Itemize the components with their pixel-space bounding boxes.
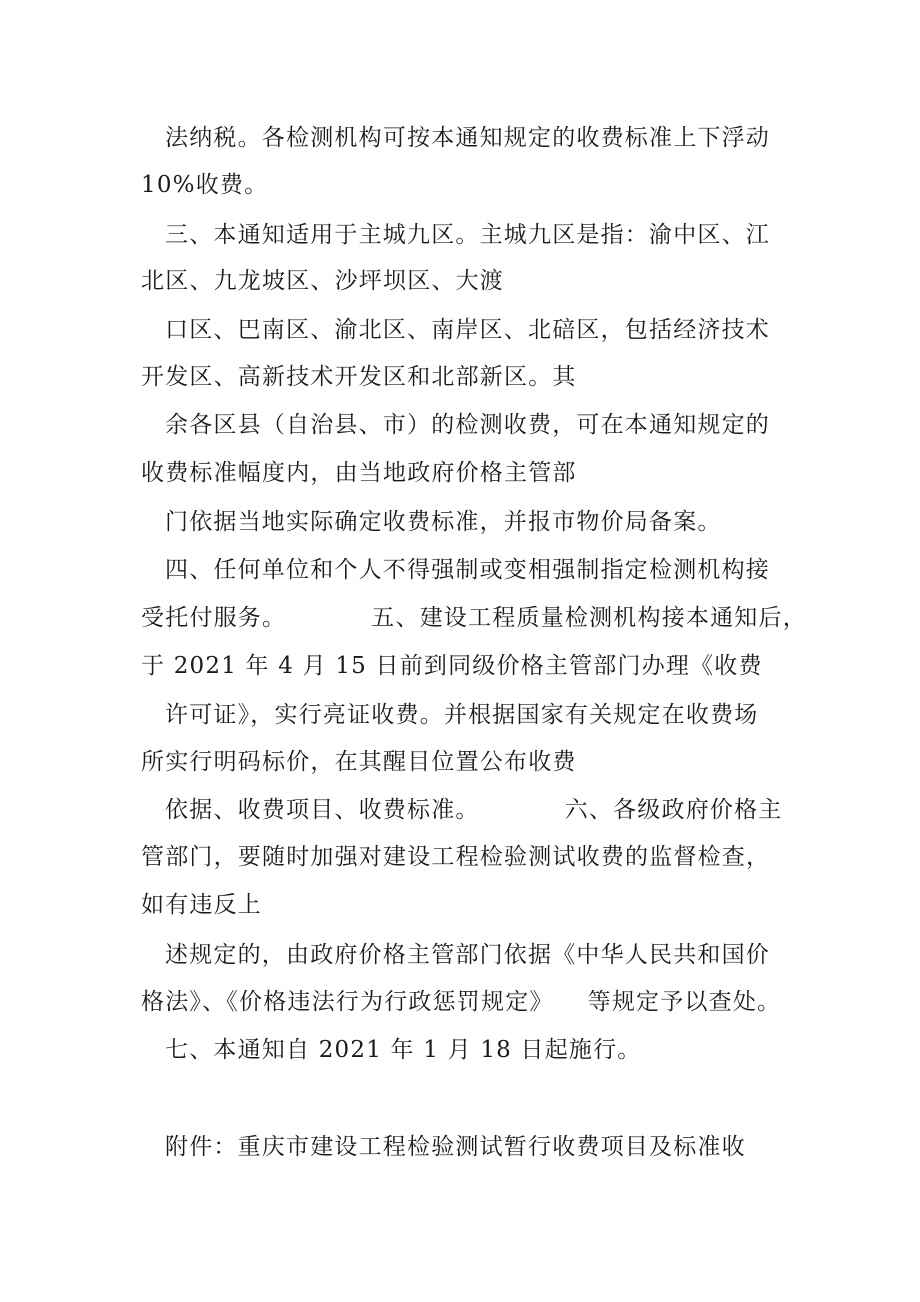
text-line-9: 门依据当地实际确定收费标准，并报市物价局备案。 — [165, 509, 722, 535]
text-line-18: 述规定的，由政府价格主管部门依据《中华人民共和国价 — [165, 942, 770, 968]
text-line-10: 四、任何单位和个人不得强制或变相强制指定检测机构接 — [165, 557, 770, 583]
text-line-16: 管部门，要随时加强对建设工程检验测试收费的监督检查， — [141, 844, 771, 870]
text-line-13: 许可证》，实行亮证收费。并根据国家有关规定在收费场 — [165, 702, 759, 728]
text-line-7: 余各区县（自治县、市）的检测收费，可在本通知规定的 — [165, 412, 770, 438]
text-line-2: 10%收费。 — [141, 172, 269, 198]
text-line-5: 口区、巴南区、渝北区、南岸区、北碚区，包括经济技术 — [165, 317, 770, 343]
text-line-4: 北区、九龙坡区、沙坪坝区、大渡 — [141, 268, 504, 294]
text-line-17: 如有违反上 — [141, 892, 262, 918]
text-line-21: 附件：重庆市建设工程检验测试暂行收费项目及标准收 — [165, 1134, 746, 1160]
text-line-14: 所实行明码标价，在其醒目位置公布收费 — [141, 749, 577, 775]
text-line-15: 依据、收费项目、收费标准。 六、各级政府价格主 — [165, 797, 783, 823]
text-line-8: 收费标准幅度内，由当地政府价格主管部 — [141, 460, 577, 486]
text-line-11: 受托付服务。 五、建设工程质量检测机构接本通知后， — [141, 605, 807, 631]
text-line-20: 七、本通知自 2021 年 1 月 18 日起施行。 — [165, 1037, 642, 1063]
text-line-3: 三、本通知适用于主城九区。主城九区是指：渝中区、江 — [165, 222, 770, 248]
text-line-6: 开发区、高新技术开发区和北部新区。其 — [141, 364, 577, 390]
text-line-19: 格法》、《价格违法行为行政惩罚规定》 等规定予以查处。 — [141, 989, 782, 1015]
text-line-1: 法纳税。各检测机构可按本通知规定的收费标准上下浮动 — [165, 125, 770, 151]
text-line-12: 于 2021 年 4 月 15 日前到同级价格主管部门办理《收费 — [141, 653, 763, 679]
